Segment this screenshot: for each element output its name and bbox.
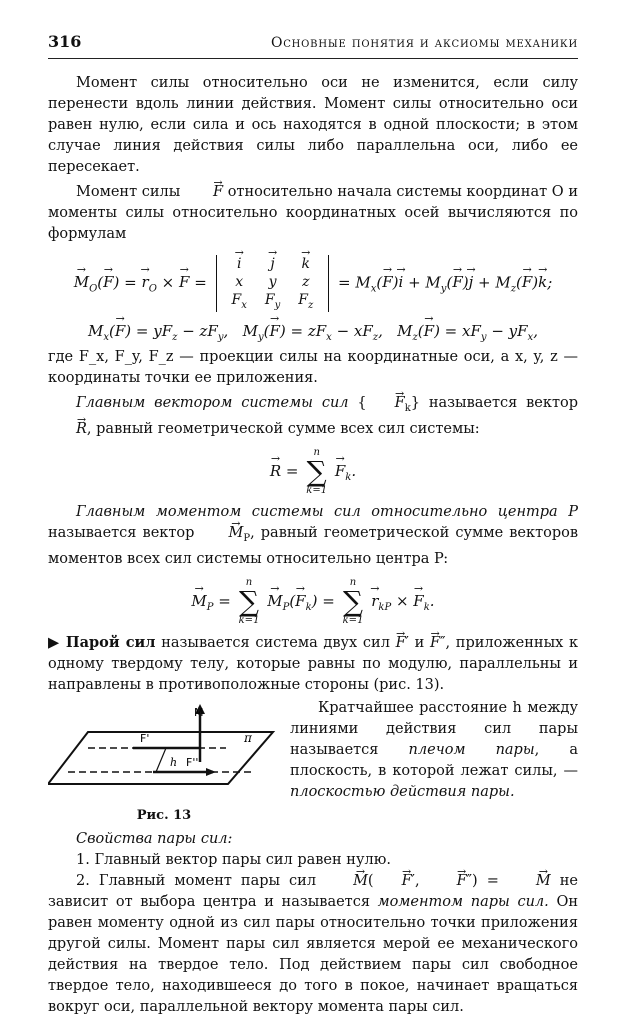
running-title: Основные понятия и аксиомы механики xyxy=(270,35,578,51)
book-page xyxy=(48,32,578,1018)
formula-main-vector: → R = n ∑ k=1 → $F_k$. xyxy=(48,448,578,496)
property-2: 2. Главный момент пары сил → M(→ F′, → F″) = → M не зависит от выбора центра и называется моментом пары сил. Он равен моменту одной из сил пары относительно точки приложения другой силы. Момент пары сил является мерой ее механического действия на твердое тело. Под действием пары сил свободное твердое тело, находившееся до того в покое, начинает вращаться вокруг оси, параллельной вектору момента пары сил. xyxy=(48,871,578,1018)
triangle-bullet-icon: ▶ xyxy=(48,634,61,651)
paragraph-axis-moment: Момент силы относительно оси не изменится, если силу перенести вдоль линии действия. Момент силы относительно оси равен нулю, если сила и ось находятся в одной плоскости; в этом случае линия действия силы либо параллельна оси, либо ее пересекает. xyxy=(48,75,578,175)
determinant: → i → j → k x y z $F_x$ $F_y$ $F_z$ xyxy=(216,255,330,312)
properties-title: Свойства пары сил: xyxy=(76,830,233,847)
paragraph-main-vector: Главным вектором системы сил {→ $F_k$} называется вектор → R, равный геометрической сумме всех сил системы: xyxy=(48,393,578,440)
label-pi: π xyxy=(244,730,252,745)
figure-13 xyxy=(48,702,280,823)
figure-caption: Рис. 13 xyxy=(136,807,192,823)
label-h: h xyxy=(170,755,178,769)
formula-moment-origin: → $M_O(\to F)$ = → $r_O$ × → F = → i → j → k x y z $F_x$ $F_y$ $F_z$ = $M_x(\to F)\to i + M_y(\to F)\to j + M_z(\to F)\to k$; xyxy=(48,255,578,312)
force-couple-diagram xyxy=(48,702,280,802)
label-f2: F'' xyxy=(186,755,199,769)
formula-axis-moments: $M_x(\to F) = yF_z - zF_y$, $M_y(\to F) = zF_x - xF_z$, $M_z(\to F) = xF_y - yF_x$, xyxy=(48,322,578,343)
property-1: 1. Главный вектор пары сил равен нулю. xyxy=(76,851,391,868)
paragraph-arm: Кратчайшее расстояние h между линиями действия сил пары называется плечом пары, а плоскость, в которой лежат силы, — плоскостью действия пары. xyxy=(290,699,579,800)
paragraph-moment-origin: Момент силы → F относительно начала системы координат O и моменты силы относительно координатных осей вычисляются по формулам xyxy=(48,182,578,245)
label-m: M xyxy=(194,705,204,719)
page-number: 316 xyxy=(48,32,82,51)
formula-main-moment: → $M_P$ = n ∑ k=1 → $M_P(\to F_k)$ = n ∑ k=1 → $r_{kP}$ × → $F_k$. xyxy=(48,578,578,626)
page-header xyxy=(48,32,578,59)
paragraph-main-moment: Главным моментом системы сил относительно центра P называется вектор → $M_P$, равный геометрической сумме векторов моментов всех сил системы относительно центра P: xyxy=(48,502,578,570)
paragraph-projections: где F_x, F_y, F_z — проекции силы на координатные оси, а x, y, z — координаты точки ее приложения. xyxy=(48,348,578,386)
label-f1: F' xyxy=(140,731,150,745)
paragraph-force-couple: ▶ Парой сил называется система двух сил → F′ и → F″, приложенных к одному твердому телу, которые равны по модулю, параллельны и направлены в противоположные стороны (рис. 13). xyxy=(48,632,578,696)
